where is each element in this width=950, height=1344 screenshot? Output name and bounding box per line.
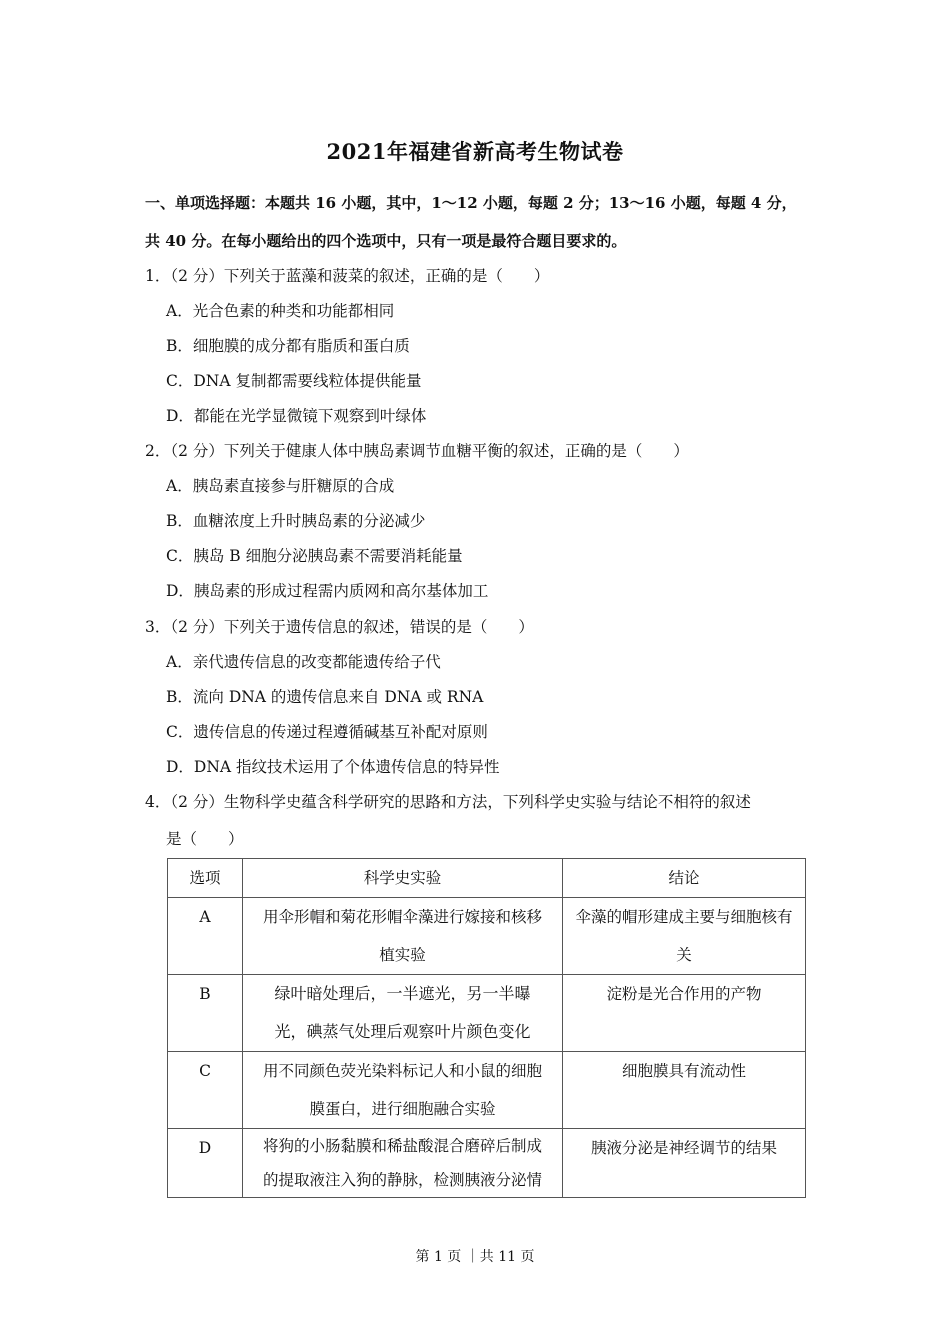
table-cell-conclusion [563,1052,806,1129]
question-1-option-b: B．细胞膜的成分都有脂质和蛋白质 [166,337,410,355]
experiment-line1: 绿叶暗处理后，一半遮光，另一半曝 [274,984,531,1003]
experiment-table [167,858,806,1198]
experiment-line1: 用伞形帽和菊花形帽伞藻进行嫁接和核移 [262,908,542,926]
conclusion-line1: 细胞膜具有流动性 [621,1062,746,1080]
experiment-line1: 用不同颜色荧光染料标记人和小鼠的细胞 [262,1062,542,1080]
table-row [168,898,806,975]
table-cell-experiment [243,1052,563,1129]
table-cell-experiment [243,898,563,975]
table-cell-conclusion [563,975,806,1052]
question-2-option-c: C．胰岛 B 细胞分泌胰岛素不需要消耗能量 [166,547,463,565]
table-cell-option: C [168,1052,243,1129]
conclusion-line1: 胰液分泌是神经调节的结果 [590,1139,777,1157]
question-3-option-b: B．流向 DNA 的遗传信息来自 DNA 或 RNA [166,688,484,706]
table-cell-option: B [168,975,243,1052]
experiment-line2: 植实验 [379,946,426,964]
question-3-option-c: C．遗传信息的传递过程遵循碱基互补配对原则 [166,723,488,741]
table-cell-experiment [243,975,563,1052]
table-header-experiment: 科学史实验 [243,859,563,898]
table-row [168,1052,806,1129]
question-2-stem: 2．（2 分）下列关于健康人体中胰岛素调节血糖平衡的叙述，正确的是（ ） [145,442,689,460]
question-1-stem: 1．（2 分）下列关于蓝藻和菠菜的叙述，正确的是（ ） [145,267,550,285]
question-4-stem-line2: 是（ ） [166,830,244,848]
question-1-option-d: D．都能在光学显微镜下观察到叶绿体 [166,407,427,425]
experiment-line2: 膜蛋白，进行细胞融合实验 [309,1100,496,1118]
table-row [168,1129,806,1198]
question-3-option-d: D．DNA 指纹技术运用了个体遗传信息的特异性 [166,758,500,776]
page-title: 2021年福建省新高考生物试卷 [326,139,624,164]
question-2-option-d: D．胰岛素的形成过程需内质网和高尔基体加工 [166,582,489,600]
table-cell-option: A [168,898,243,975]
table-cell-experiment [243,1129,563,1198]
table-cell-conclusion [563,1129,806,1198]
page-footer: 第 1 页 ｜共 11 页 [415,1249,535,1265]
table-cell-conclusion [563,898,806,975]
conclusion-line2: 关 [676,946,692,964]
section-heading-line2: 共 40 分。在每小题给出的四个选项中，只有一项是最符合题目要求的。 [145,232,627,250]
conclusion-line1: 伞藻的帽形建成主要与细胞核有 [575,908,793,926]
section-heading-line1: 一、单项选择题：本题共 16 小题，其中，1～12 小题，每题 2 分；13～16 小题，每题 4 分， [145,194,797,212]
question-1-option-c: C．DNA 复制都需要线粒体提供能量 [166,372,422,390]
table-cell-option: D [168,1129,243,1198]
question-1-option-a: A．光合色素的种类和功能都相同 [166,302,395,320]
experiment-line2: 的提取液注入狗的静脉，检测胰液分泌情 [262,1171,542,1189]
table-row [168,975,806,1052]
experiment-line1: 将狗的小肠黏膜和稀盐酸混合磨碎后制成 [262,1137,542,1155]
question-3-option-a: A．亲代遗传信息的改变都能遗传给子代 [166,653,441,671]
question-2-option-a: A．胰岛素直接参与肝糖原的合成 [166,477,395,495]
conclusion-line1: 淀粉是光合作用的产物 [606,985,762,1003]
table-header-row [168,859,806,898]
question-4-stem-line1: 4．（2 分）生物科学史蕴含科学研究的思路和方法，下列科学史实验与结论不相符的叙述 [145,793,751,811]
table-header-conclusion: 结论 [563,859,806,898]
experiment-line2: 光，碘蒸气处理后观察叶片颜色变化 [274,1022,531,1041]
question-3-stem: 3．（2 分）下列关于遗传信息的叙述，错误的是（ ） [145,618,534,636]
question-2-option-b: B．血糖浓度上升时胰岛素的分泌减少 [166,512,426,530]
table-header-option: 选项 [168,859,243,898]
